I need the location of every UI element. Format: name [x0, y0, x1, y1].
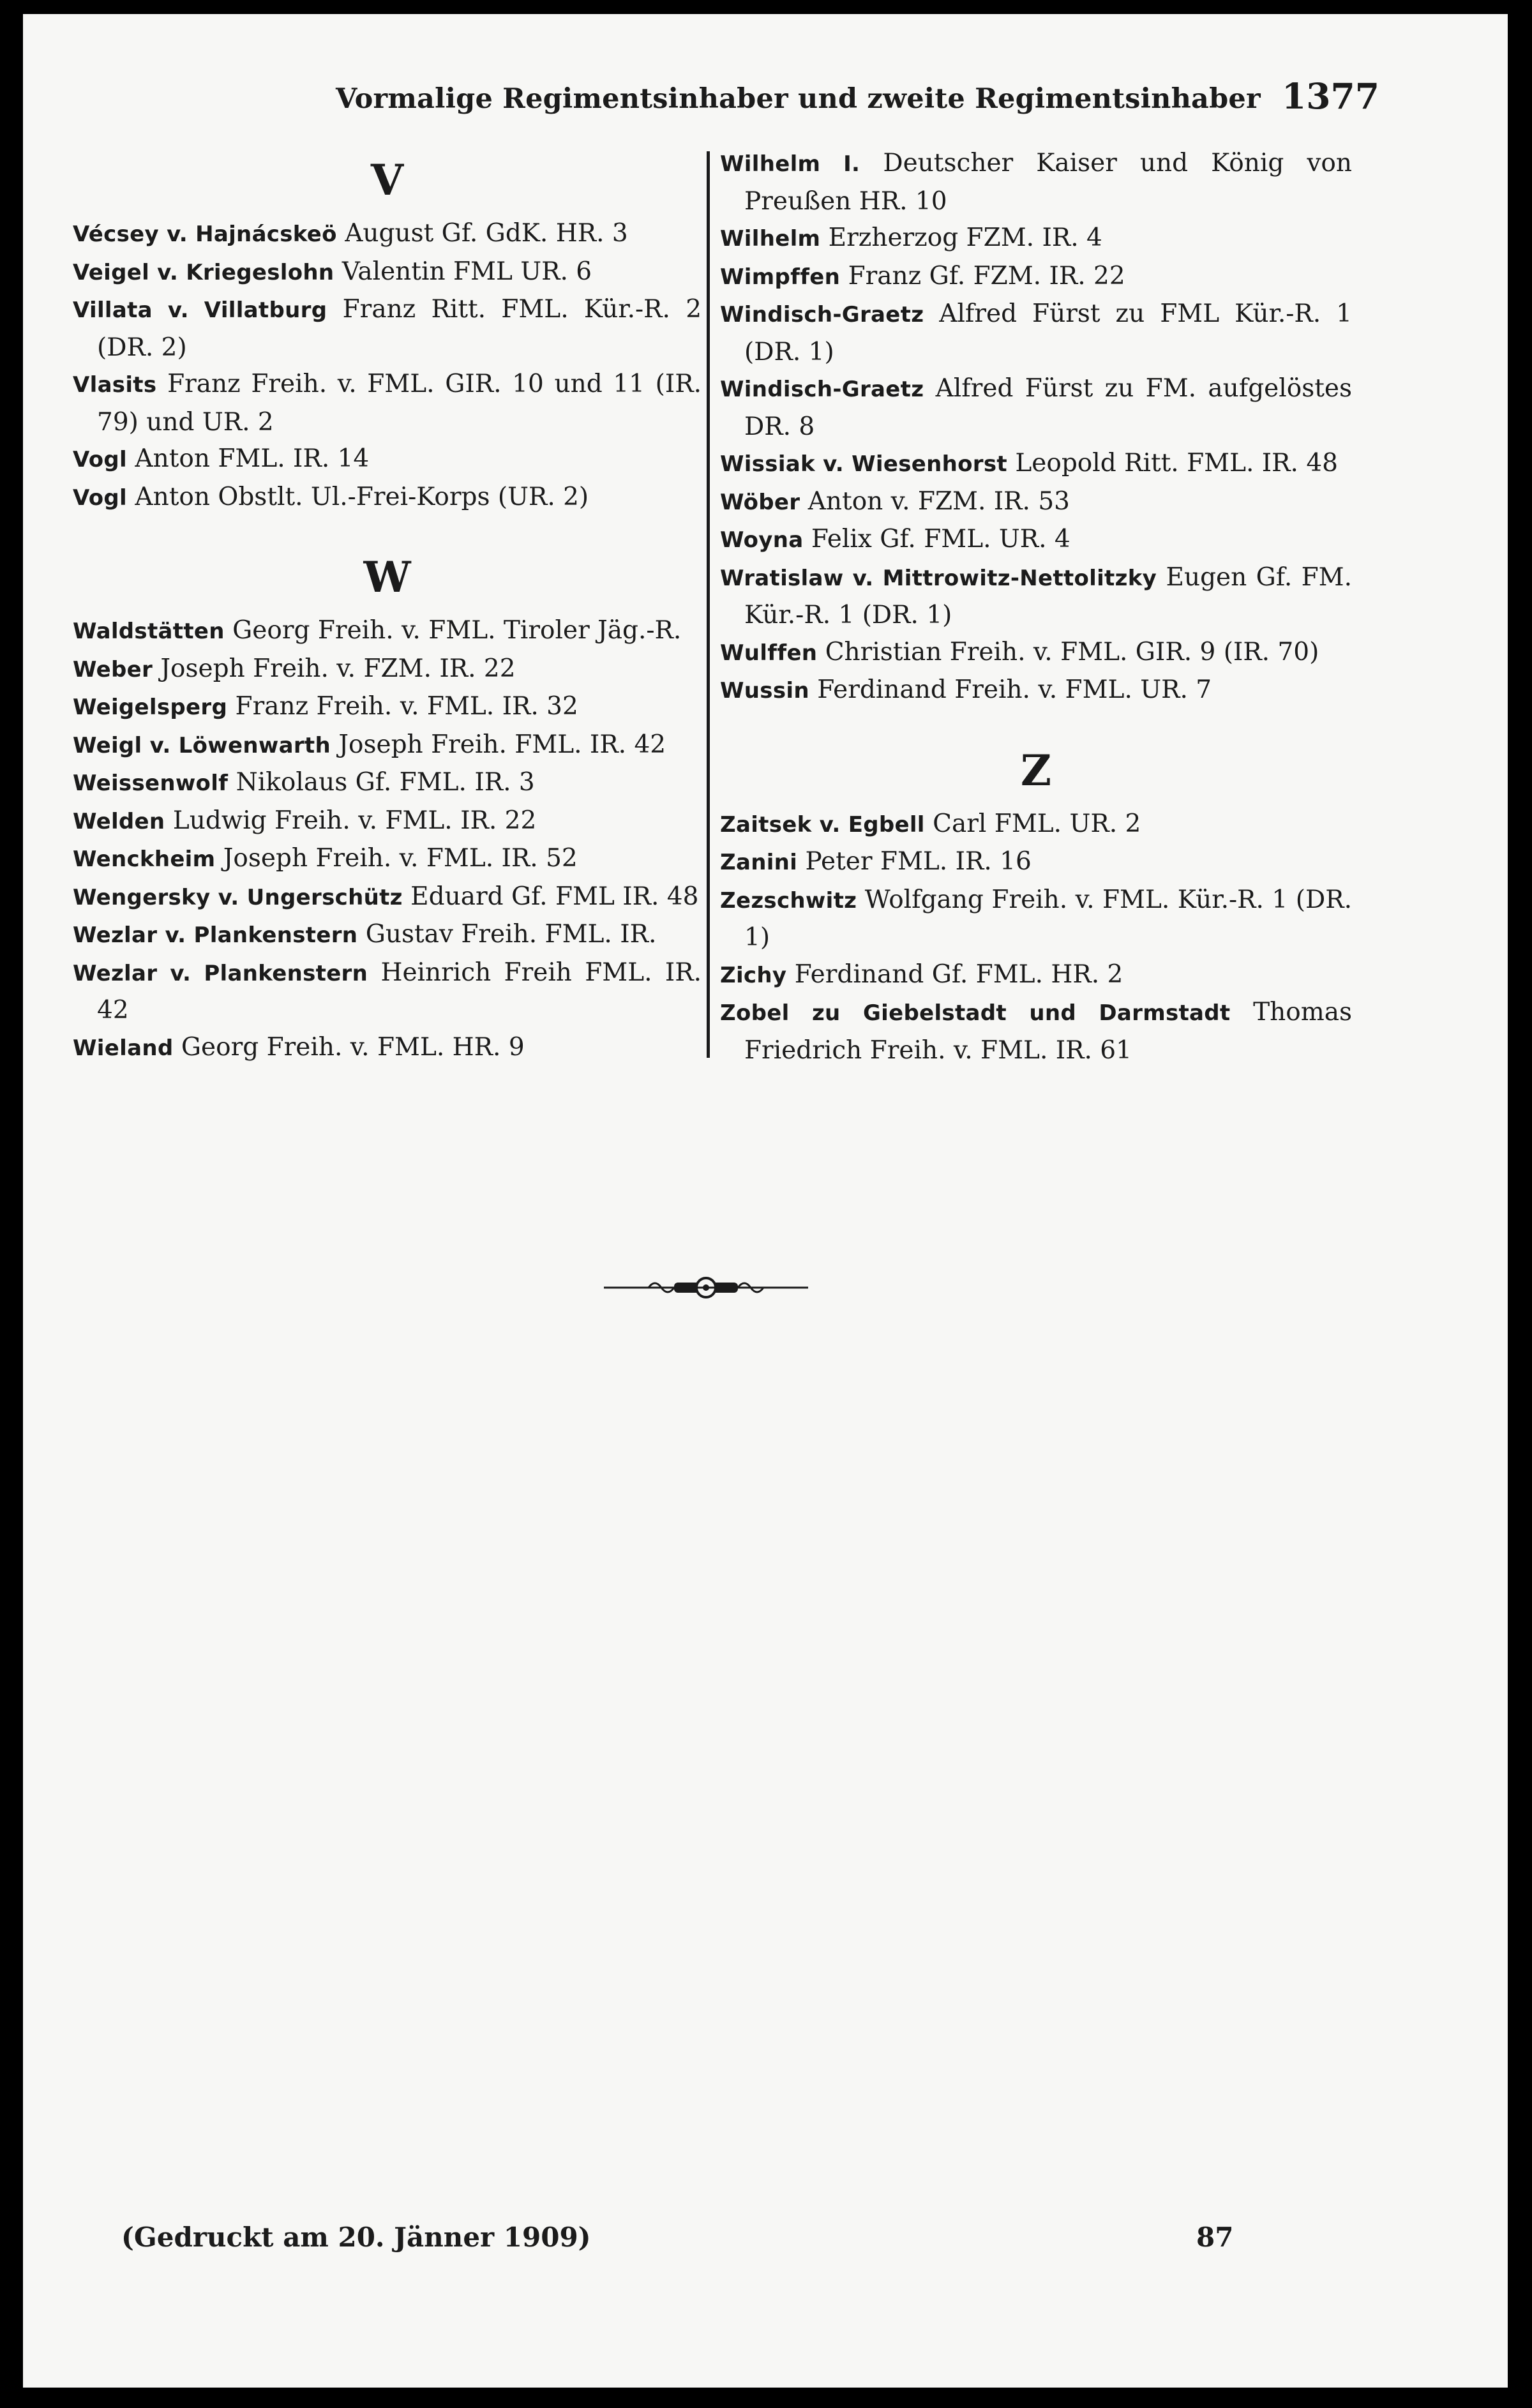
running-head-title: Vormalige Regimentsinhaber und zweite Regimentsinhaber — [336, 83, 1261, 115]
register-entry — [720, 672, 1352, 710]
entry-details: Valentin FML UR. 6 — [342, 257, 592, 286]
entry-details: Alfred Fürst zu FM. aufgelöstes DR. 8 — [744, 374, 1352, 441]
entry-details: Ferdinand Gf. FML. HR. 2 — [794, 959, 1123, 989]
entry-details: Georg Freih. v. FML. Tiroler Jäg.-R. — [232, 616, 682, 645]
entry-details: Leopold Ritt. FML. IR. 48 — [1015, 449, 1338, 478]
entry-name: Wulffen — [720, 640, 818, 666]
register-entry — [73, 726, 702, 765]
register-entry — [73, 840, 702, 878]
entry-details: Anton v. FZM. IR. 53 — [807, 486, 1070, 516]
entry-details: Eugen Gf. FM. Kür.-R. 1 (DR. 1) — [744, 562, 1353, 629]
register-entry — [73, 253, 702, 292]
register-entry — [73, 651, 702, 689]
entry-name: Wilhelm — [720, 226, 821, 252]
entry-name: Weigelsperg — [73, 695, 228, 720]
section-letter: W — [363, 552, 411, 602]
entry-name: Wussin — [720, 678, 809, 704]
entry-name: Wilhelm I. — [720, 151, 860, 177]
entry-name: Windisch-Graetz — [720, 302, 924, 327]
entry-details: Peter FML. IR. 16 — [805, 847, 1032, 876]
entry-details: Nikolaus Gf. FML. IR. 3 — [236, 768, 535, 797]
register-entry — [720, 994, 1352, 1069]
book-page — [23, 14, 1508, 2388]
column-divider — [707, 151, 710, 1058]
entry-name: Zanini — [720, 850, 798, 875]
entry-name: Veigel v. Kriegeslohn — [73, 259, 334, 285]
entry-name: Villata v. Villatburg — [73, 297, 327, 323]
entry-name: Wezlar v. Plankenstern — [73, 922, 358, 948]
entry-details: Franz Gf. FZM. IR. 22 — [848, 261, 1125, 290]
register-entry — [720, 370, 1352, 445]
entry-name: Wimpffen — [720, 264, 841, 290]
section-letter: V — [370, 155, 404, 205]
right-column — [720, 145, 1352, 1069]
entry-details: Felix Gf. FML. UR. 4 — [811, 525, 1070, 553]
entry-name: Welden — [73, 808, 165, 834]
register-entry — [73, 916, 702, 954]
ornament-divider-icon — [604, 1272, 808, 1306]
entry-details: Christian Freih. v. FML. GIR. 9 (IR. 70) — [825, 637, 1319, 666]
entry-details: Ludwig Freih. v. FML. IR. 22 — [172, 806, 537, 835]
entry-name: Vogl — [73, 447, 128, 472]
register-entry — [73, 802, 702, 841]
register-entry — [73, 764, 702, 802]
entry-details: Alfred Fürst zu FML Kür.-R. 1 (DR. 1) — [744, 299, 1352, 366]
register-entry — [720, 145, 1352, 220]
entry-details: August Gf. GdK. HR. 3 — [345, 219, 628, 248]
entry-details: Wolfgang Freih. v. FML. Kür.-R. 1 (DR. 1) — [744, 885, 1352, 952]
register-entry — [720, 956, 1352, 995]
register-entry — [720, 882, 1352, 956]
entry-details: Ferdinand Freih. v. FML. UR. 7 — [817, 675, 1212, 704]
register-entry — [720, 843, 1352, 882]
entry-name: Zobel zu Giebelstadt und Darmstadt — [720, 1000, 1231, 1026]
entry-name: Vlasits — [73, 372, 157, 398]
left-column — [73, 145, 702, 1067]
entry-details: Erzherzog FZM. IR. 4 — [828, 223, 1102, 252]
entry-details: Eduard Gf. FML IR. 48 — [410, 882, 699, 911]
entry-name: Wratislaw v. Mittrowitz-Nettolitzky — [720, 565, 1157, 591]
register-entry — [73, 291, 702, 366]
entry-name: Wissiak v. Wiesenhorst — [720, 451, 1007, 477]
entry-details: Joseph Freih. v. FML. IR. 52 — [223, 844, 578, 873]
register-entry — [720, 483, 1352, 522]
section-letter: Z — [1020, 745, 1052, 795]
entry-details: Heinrich Freih FML. IR. 42 — [97, 958, 702, 1025]
page-number: 1377 — [1282, 75, 1380, 117]
entry-name: Wieland — [73, 1035, 174, 1061]
entry-name: Wöber — [720, 489, 800, 515]
register-entry — [73, 878, 702, 917]
entry-details: Anton Obstlt. Ul.-Frei-Korps (UR. 2) — [135, 482, 589, 511]
register-entry — [73, 479, 702, 517]
entry-details: Carl FML. UR. 2 — [933, 809, 1141, 838]
entry-name: Windisch-Graetz — [720, 377, 924, 402]
register-entry — [720, 220, 1352, 258]
entry-details: Franz Freih. v. FML. GIR. 10 und 11 (IR. 79) und UR. 2 — [97, 370, 702, 437]
entry-details: Joseph Freih. v. FZM. IR. 22 — [160, 654, 516, 683]
entry-name: Vogl — [73, 485, 128, 511]
entry-name: Woyna — [720, 527, 804, 553]
entry-details: Franz Ritt. FML. Kür.-R. 2 (DR. 2) — [97, 295, 702, 362]
entry-name: Weber — [73, 656, 153, 682]
register-entry — [720, 634, 1352, 672]
entry-details: Joseph Freih. FML. IR. 42 — [338, 730, 666, 759]
register-entry — [73, 440, 702, 479]
entry-details: Thomas Friedrich Freih. v. FML. IR. 61 — [744, 998, 1353, 1065]
register-entry — [73, 954, 702, 1029]
entry-name: Wezlar v. Plankenstern — [73, 960, 368, 986]
entry-details: Franz Freih. v. FML. IR. 32 — [235, 692, 578, 721]
register-entry — [73, 1029, 702, 1067]
entry-name: Weigl v. Löwenwarth — [73, 732, 331, 758]
entry-name: Zezschwitz — [720, 887, 857, 914]
register-entry — [720, 521, 1352, 559]
entry-name: Zichy — [720, 962, 787, 988]
entry-details: Georg Freih. v. FML. HR. 9 — [181, 1032, 525, 1062]
entry-name: Wengersky v. Ungerschütz — [73, 884, 403, 910]
entry-details: Anton FML. IR. 14 — [135, 444, 370, 473]
register-entry — [720, 445, 1352, 483]
entry-details: Gustav Freih. FML. IR. — [365, 920, 657, 949]
register-entry — [73, 366, 702, 440]
entry-name: Zaitsek v. Egbell — [720, 811, 925, 838]
register-entry — [73, 612, 702, 651]
register-entry — [720, 296, 1352, 370]
entry-name: Waldstätten — [73, 619, 225, 644]
entry-name: Wenckheim — [73, 847, 216, 872]
entry-details: Deutscher Kaiser und König von Preußen HR. 10 — [744, 149, 1353, 216]
sheet-number: 87 — [1196, 2222, 1234, 2253]
register-entry — [720, 258, 1352, 296]
print-date-note: (Gedruckt am 20. Jänner 1909) — [121, 2222, 591, 2253]
register-entry — [720, 559, 1352, 634]
register-entry — [73, 215, 702, 253]
register-entry — [720, 806, 1352, 844]
entry-name: Vécsey v. Hajnácskeö — [73, 222, 337, 247]
entry-name: Weissenwolf — [73, 771, 229, 796]
register-entry — [73, 688, 702, 726]
